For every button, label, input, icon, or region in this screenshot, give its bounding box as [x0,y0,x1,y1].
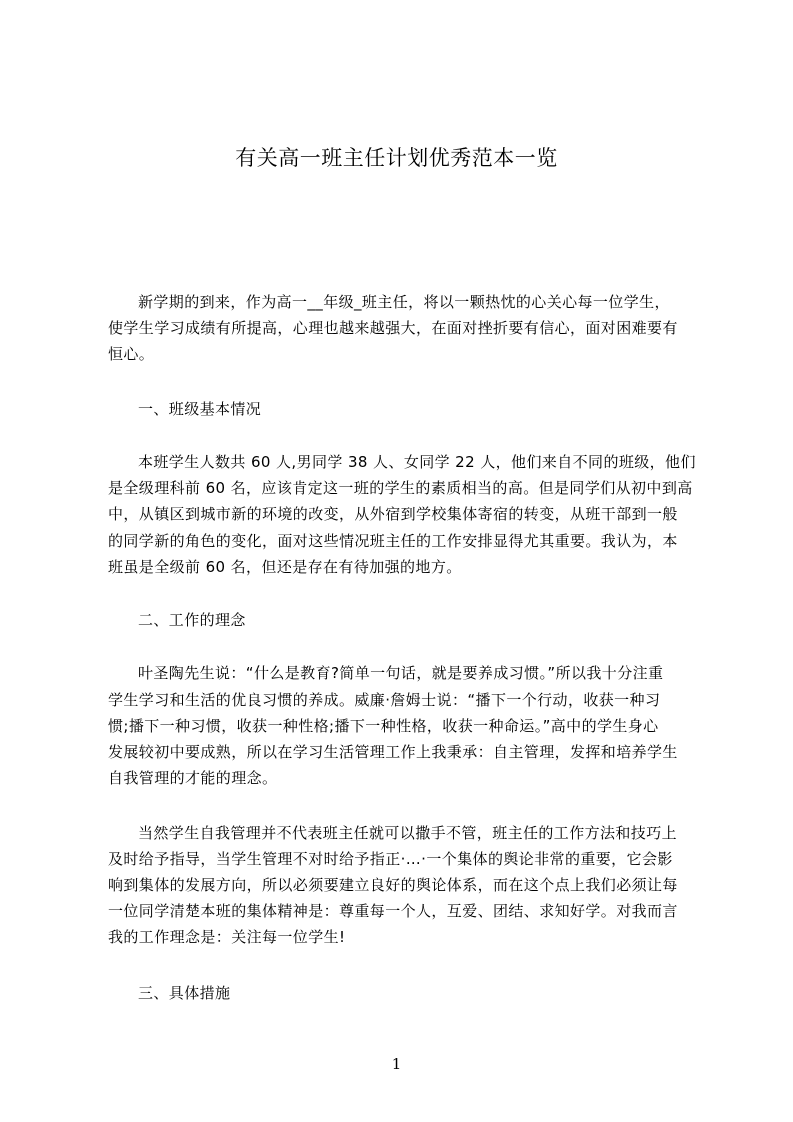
section-heading: 二、工作的理念 [138,611,246,629]
body-line: 是全级理科前 60 名，应该肯定这一班的学生的素质相当的高。但是同学们从初中到高 [108,479,693,497]
page-number: 1 [391,1055,402,1073]
intro-line: 恒心。 [108,345,155,363]
body-line: 响到集体的发展方向，所以必须要建立良好的舆论体系，而在这个点上我们必须让每 [108,876,678,894]
body-line: 本班学生人数共 60 人,男同学 38 人、女同学 22 人，他们来自不同的班级，他们 [138,453,696,471]
body-line: 叶圣陶先生说：“什么是教育?简单一句话，就是要养成习惯。”所以我十分注重 [138,664,664,682]
body-line: 的同学新的角色的变化，面对这些情况班主任的工作安排显得尤其重要。我认为，本 [108,532,678,550]
document-title: 有关高一班主任计划优秀范本一览 [235,146,558,170]
body-line: 发展较初中要成熟，所以在学习生活管理工作上我秉承：自主管理，发挥和培养学生 [108,743,678,761]
body-line: 一位同学清楚本班的集体精神是：尊重每一个人，互爱、团结、求知好学。对我而言 [108,902,678,920]
section-heading: 三、具体措施 [138,984,231,1002]
body-line: 中，从镇区到城市新的环境的改变，从外宿到学校集体寄宿的转变，从班干部到一般 [108,505,678,523]
intro-line: 使学生学习成绩有所提高，心理也越来越强大，在面对挫折要有信心，面对困难要有 [108,319,678,337]
body-line: 班虽是全级前 60 名，但还是存在有待加强的地方。 [108,558,462,576]
body-line: 惯;播下一种习惯，收获一种性格;播下一种性格，收获一种命运。”高中的学生身心 [108,717,659,735]
section-heading: 一、班级基本情况 [138,400,262,418]
body-line: 及时给予指导，当学生管理不对时给予指正·…·一个集体的舆论非常的重要，它会影 [108,850,673,868]
body-line: 当然学生自我管理并不代表班主任就可以撒手不管，班主任的工作方法和技巧上 [138,824,678,842]
body-line: 自我管理的才能的理念。 [108,769,278,787]
body-line: 我的工作理念是：关注每一位学生! [108,928,346,946]
body-line: 学生学习和生活的优良习惯的养成。威廉·詹姆士说：“播下一个行动，收获一种习 [108,691,661,709]
intro-line: 新学期的到来，作为高一__年级_班主任，将以一颗热忱的心关心每一位学生， [138,293,670,311]
